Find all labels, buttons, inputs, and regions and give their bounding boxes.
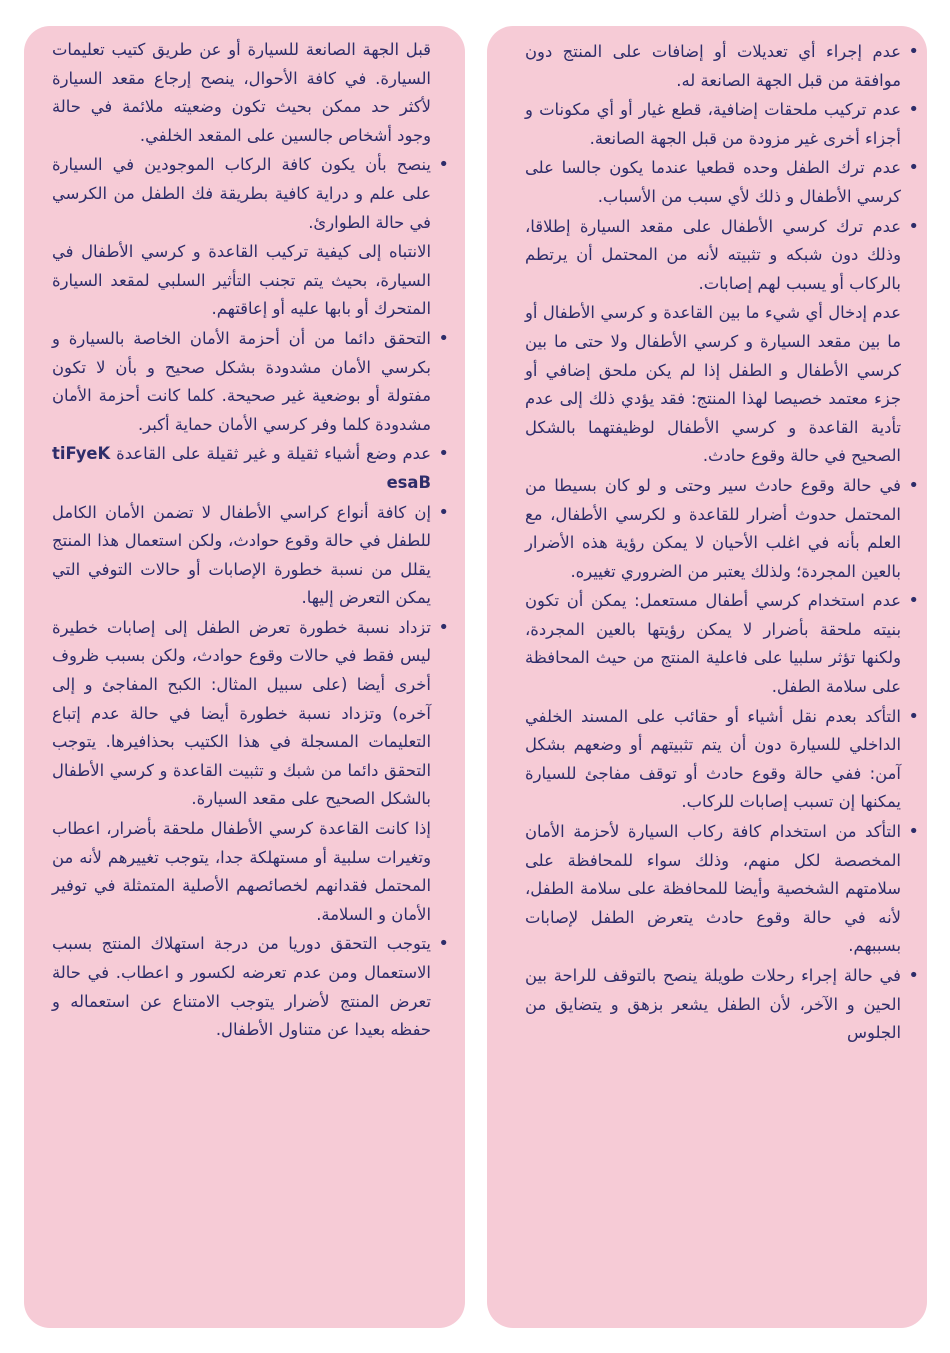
list-item: • التحقق دائما من أن أحزمة الأمان الخاصة بالسيارة و بكرسي الأمان مشدودة بشكل صحيح و بأن لا تكون مفتولة أو بوضعية غير صحيحة. كلما كانت أحزمة الأمان مشدودة كلما وفر كرسي الأمان حماية أكبر. — [52, 325, 431, 439]
list-item-text: عدم وضع أشياء ثقيلة و غير ثقيلة على القاعدة — [116, 444, 431, 464]
left-column-panel — [24, 26, 465, 1328]
list-item: • ينصح بأن يكون كافة الركاب الموجودين في السيارة على علم و دراية كافية بطريقة فك الطفل من الكرسي في حالة الطوارئ. — [52, 151, 431, 237]
list-item: • إن كافة أنواع كراسي الأطفال لا تضمن الأمان الكامل للطفل في حالة وقوع حوادث، ولكن استعمال هذا المنتج يقلل من نسبة خطورة الإصابات أو حالات التوفي التي يمكن التعرض إليها. — [52, 499, 431, 613]
list-item: الانتباه إلى كيفية تركيب القاعدة و كرسي الأطفال في السيارة، بحيث يتم تجنب التأثير السلبي لمقعد السيارة المتحرك أو بابها عليه أو إعاقتهم. — [52, 242, 431, 319]
list-item: • تزداد نسبة خطورة تعرض الطفل إلى إصابات خطيرة ليس فقط في حالات وقوع حوادث، ولكن بسبب ظروف أخرى أيضا (على سبيل المثال: الكبح المفاجئ و إلى آخره) وتزداد نسبة خطورة أيضا في حالة عدم إتباع التعليمات المسجلة في هذا الكتيب بحذافيرها. يتوجب التحقق دائما من شبك و تثبيت القاعدة و كرسي الأطفال بالشكل الصحيح على مقعد السيارة. — [52, 614, 431, 814]
list-item: عدم إدخال أي شيء ما بين القاعدة و كرسي الأطفال أو ما بين مقعد السيارة و كرسي الأطفال ولا حتى ما بين كرسي الأطفال و الطفل إذا لم يكن ملحق إضافي أو جزء معتمد خصيصا لهذا المنتج: فقد يؤدي ذلك إلى عدم تأدية القاعدة و كرسي الأطفال لوظيفتهما بالشكل الصحيح في حالة وقوع حادث. — [525, 303, 901, 466]
product-name: tiFyeK esaB — [52, 444, 431, 492]
list-item: • عدم تركيب ملحقات إضافية، قطع غيار أو أي مكونات و أجزاء أخرى غير مزودة من قبل الجهة الصانعة. — [525, 96, 901, 153]
right-column-list — [525, 38, 901, 1048]
list-item: • التأكد من استخدام كافة ركاب السيارة لأحزمة الأمان المخصصة لكل منهم، وذلك سواء للمحافظة على سلامتهم الشخصية وأيضا للمحافظة على سلامة الطفل، لأنه في حالة وقوع حادث يتعرض الطفل لإصابات بسببهم. — [525, 818, 901, 961]
list-item: • يتوجب التحقق دوريا من درجة استهلاك المنتج بسبب الاستعمال ومن عدم تعرضه لكسور و اعطاب. في حالة تعرض المنتج لأضرار يتوجب الامتناع عن استعماله و حفظه بعيدا عن متناول الأطفال. — [52, 930, 431, 1044]
list-item: إذا كانت القاعدة كرسي الأطفال ملحقة بأضرار، اعطاب وتغيرات سلبية أو مستهلكة جدا، يتوجب تغييرهم لأنه من المحتمل فقدانهم لخصائصهم الأصلية المتمثلة في توفير الأمان و السلامة. — [52, 819, 431, 924]
list-item: • عدم إجراء أي تعديلات أو إضافات على المنتج دون موافقة من قبل الجهة الصانعة له. — [525, 38, 901, 95]
list-item: • عدم ترك الطفل وحده قطعيا عندما يكون جالسا على كرسي الأطفال و ذلك لأي سبب من الأسباب. — [525, 154, 901, 211]
list-item: قبل الجهة الصانعة للسيارة أو عن طريق كتيب تعليمات السيارة. في كافة الأحوال، ينصح إرجاع مقعد السيارة لأكثر حد ممكن بحيث تكون وضعيته ملائمة في حالة وجود أشخاص جالسين على المقعد الخلفي. — [52, 40, 431, 145]
left-column-list — [52, 36, 431, 1045]
right-column-panel — [487, 26, 927, 1328]
list-item: • عدم استخدام كرسي أطفال مستعمل: يمكن أن تكون بنيته ملحقة بأضرار لا يمكن رؤيتها بالعين المجردة، ولكنها تؤثر سلبيا على فاعلية المنتج من حيث المحافظة على سلامة الطفل. — [525, 587, 901, 701]
list-item: • عدم ترك كرسي الأطفال على مقعد السيارة إطلاقا، وذلك دون شبكه و تثبيته لأنه من المحتمل أن يرتطم بالركاب أو يسبب لهم إصابات. — [525, 213, 901, 299]
list-item: • في حالة وقوع حادث سير وحتى و لو كان بسيطا من المحتمل حدوث أضرار للقاعدة و لكرسي الأطفال، مع العلم بأنه في اغلب الأحيان لا يمكن رؤية هذه الأضرار بالعين المجردة؛ ولذلك يعتبر من الضروري تغييره. — [525, 472, 901, 586]
list-item: • التأكد بعدم نقل أشياء أو حقائب على المسند الخلفي الداخلي للسيارة دون أن يتم تثبيتهم أو وضعهم بشكل آمن: ففي حالة وقوع حادث أو توقف مفاجئ للسيارة يمكنها إن تسبب إصابات للركاب. — [525, 703, 901, 817]
list-item: • في حالة إجراء رحلات طويلة ينصح بالتوقف للراحة بين الحين و الآخر، لأن الطفل يشعر بزهق و يتضايق من الجلوس — [525, 962, 901, 1048]
list-item — [52, 440, 431, 497]
